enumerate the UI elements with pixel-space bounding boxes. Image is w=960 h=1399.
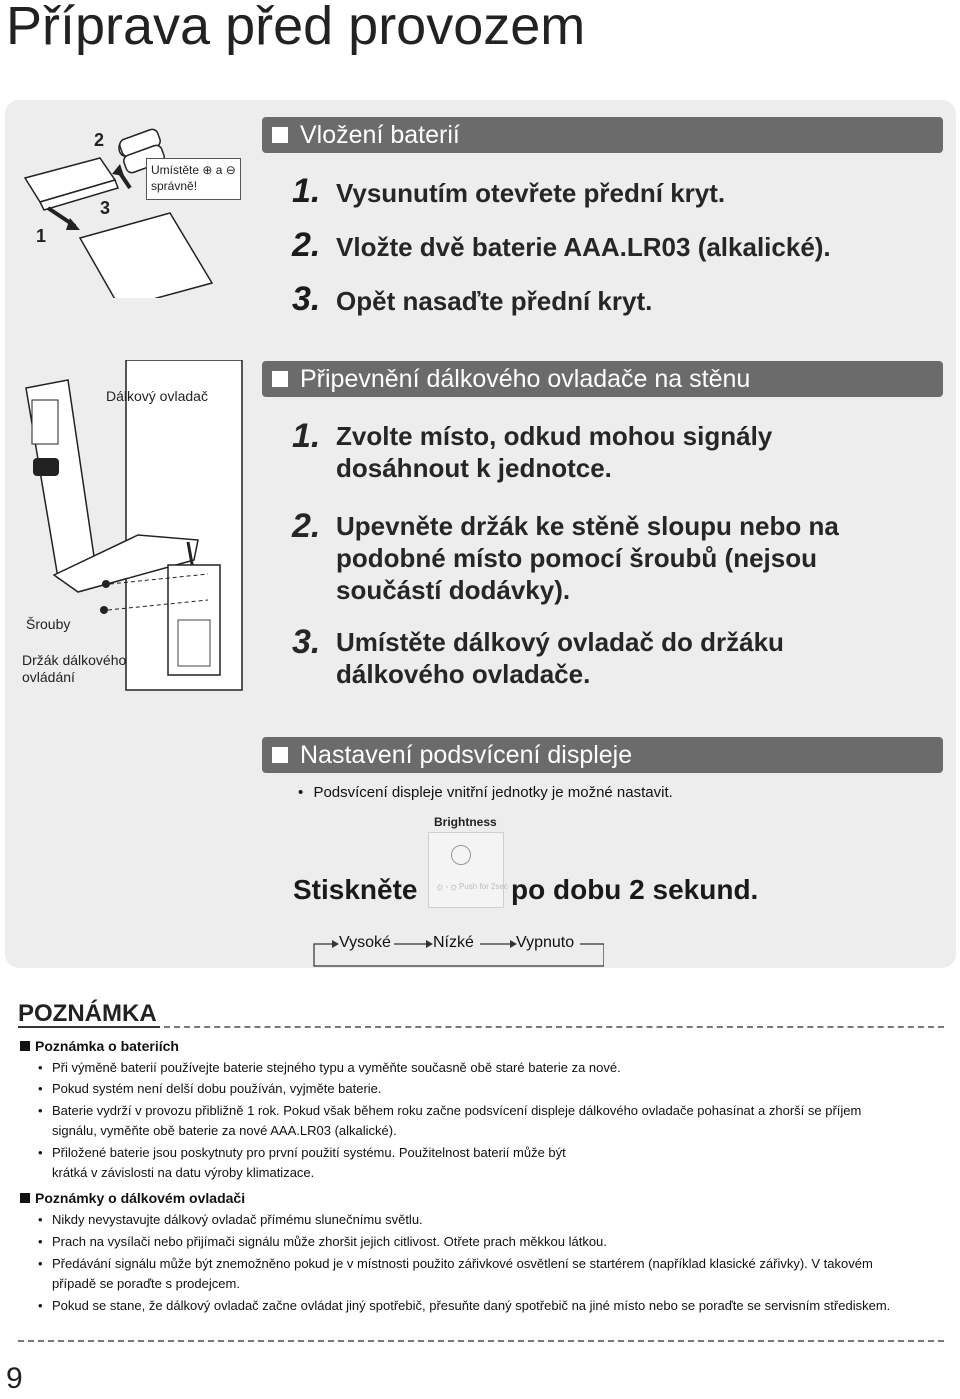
mount-illustration (18, 360, 250, 694)
note-title: POZNÁMKA (18, 1000, 157, 1027)
item-text: • Pokud systém není delší dobu používán, vyjměte baterie. (52, 1081, 382, 1096)
item-text: • Předávání signálu může být znemožněno pokud je v místnosti použito zářivkové osvětlení se startérem (například klasické zářivky). V takovém případě se poraďte s prodejcem. (52, 1256, 873, 1291)
step-text: Umístěte dálkový ovladač do držáku dálkového ovladače. (336, 627, 784, 689)
cycle-high: Vysoké (339, 934, 391, 951)
page-number: 9 (6, 1362, 23, 1395)
step-text: Zvolte místo, odkud mohou signály dosáhnout k jednotce. (336, 421, 773, 483)
list-item (38, 1210, 918, 1230)
section-heading: Nastavení podsvícení displeje (300, 741, 633, 769)
sun-icon: ☼·☼ (435, 881, 459, 893)
section-bar-mount (262, 361, 943, 397)
list-item (38, 1254, 900, 1294)
section-bar-brightness (262, 737, 943, 773)
group-heading: Poznámka o bateriích (35, 1038, 179, 1054)
figure-step-2: 2 (94, 130, 105, 150)
group-heading: Poznámky o dálkovém ovladači (35, 1190, 246, 1206)
label-screws: Šrouby (26, 616, 71, 632)
press-duration: po dobu 2 sekund. (511, 874, 759, 905)
brightness-bullet (298, 784, 673, 801)
list-item (38, 1296, 913, 1316)
step-text: Vložte dvě baterie AAA.LR03 (alkalické). (336, 232, 831, 262)
list-item (38, 1143, 598, 1183)
square-icon (20, 1041, 30, 1051)
item-text: • Nikdy nevystavujte dálkový ovladač přímému slunečnímu světlu. (52, 1212, 423, 1227)
item-text: • Baterie vydrží v provozu přibližně 1 rok. Pokud však během roku začne podsvícení displeje dálkového ovladače pohasínat a zhorší se příjem signálu, vyměňte obě baterie za nové AAA.LR03 (alkalické). (52, 1103, 862, 1138)
step-text: Vysunutím otevřete přední kryt. (336, 178, 726, 208)
step-number: 3. (292, 280, 321, 318)
label-remote: Dálkový ovladač (106, 388, 208, 404)
mount-figure (18, 360, 250, 694)
section-heading: Vložení baterií (300, 121, 460, 149)
list-item (38, 1058, 918, 1078)
step-number: 2. (292, 507, 321, 545)
note-group-remote (20, 1190, 245, 1206)
button-sub-label: Push for 2sec (459, 882, 508, 891)
mount-step-1 (292, 417, 932, 490)
item-text: • Při výměně baterií používejte baterie stejného typu a vyměňte současně obě staré baterie za nové. (52, 1060, 621, 1075)
battery-step-2 (292, 226, 831, 265)
section-square-icon (272, 371, 288, 387)
brightness-cycle (312, 932, 604, 968)
page-title: Příprava před provozem (6, 0, 586, 56)
clock-icon (451, 845, 471, 865)
step-number: 3. (292, 623, 321, 661)
step-number: 1. (292, 417, 321, 455)
cycle-low: Nízké (433, 934, 474, 951)
mount-step-3 (292, 623, 932, 696)
note-title-underline (18, 1026, 160, 1028)
battery-step-3 (292, 280, 652, 319)
section-square-icon (272, 127, 288, 143)
press-label: Stiskněte (293, 874, 418, 905)
brightness-button-label: Brightness (434, 815, 497, 829)
note-divider-top (164, 1026, 944, 1028)
figure-step-3: 3 (100, 198, 111, 218)
list-item (38, 1101, 900, 1141)
cycle-off: Vypnuto (516, 934, 575, 951)
note-divider-bottom (18, 1340, 944, 1342)
section-heading: Připevnění dálkového ovladače na stěnu (300, 365, 751, 393)
step-text: Opět nasaďte přední kryt. (336, 286, 653, 316)
bullet-text: Podsvícení displeje vnitřní jednotky je možné nastavit. (313, 784, 673, 801)
step-text: Upevněte držák ke stěně sloupu nebo na podobné místo pomocí šroubů (nejsou součástí dodávky). (336, 511, 839, 605)
mount-step-2 (292, 507, 932, 610)
battery-figure (20, 118, 244, 298)
figure-step-1: 1 (36, 226, 47, 246)
square-icon (20, 1193, 30, 1203)
section-bar-battery (262, 117, 943, 153)
list-item (38, 1079, 918, 1099)
brightness-button[interactable] (428, 832, 508, 908)
section-square-icon (272, 747, 288, 763)
step-number: 1. (292, 172, 321, 210)
list-item (38, 1232, 918, 1252)
bullet-dot: • (298, 784, 304, 801)
battery-step-1 (292, 172, 725, 211)
note-group-batteries (20, 1038, 179, 1054)
polarity-callout: Umístěte ⊕ a ⊖ správně! (146, 158, 241, 200)
item-text: • Pokud se stane, že dálkový ovladač začne ovládat jiný spotřebič, přesuňte daný spotřebič na jiné místo nebo se poraďte se servisním střediskem. (52, 1298, 891, 1313)
item-text: • Přiložené baterie jsou poskytnuty pro první použití systému. Použitelnost baterií může být krátká v závislosti na datu výroby klimatizace. (52, 1145, 566, 1180)
label-holder: Držák dálkového ovládání (22, 652, 127, 685)
battery-illustration (20, 118, 244, 298)
item-text: • Prach na vysílači nebo přijímači signálu může zhoršit jejich citlivost. Otřete prach měkkou látkou. (52, 1234, 607, 1249)
step-number: 2. (292, 226, 321, 264)
